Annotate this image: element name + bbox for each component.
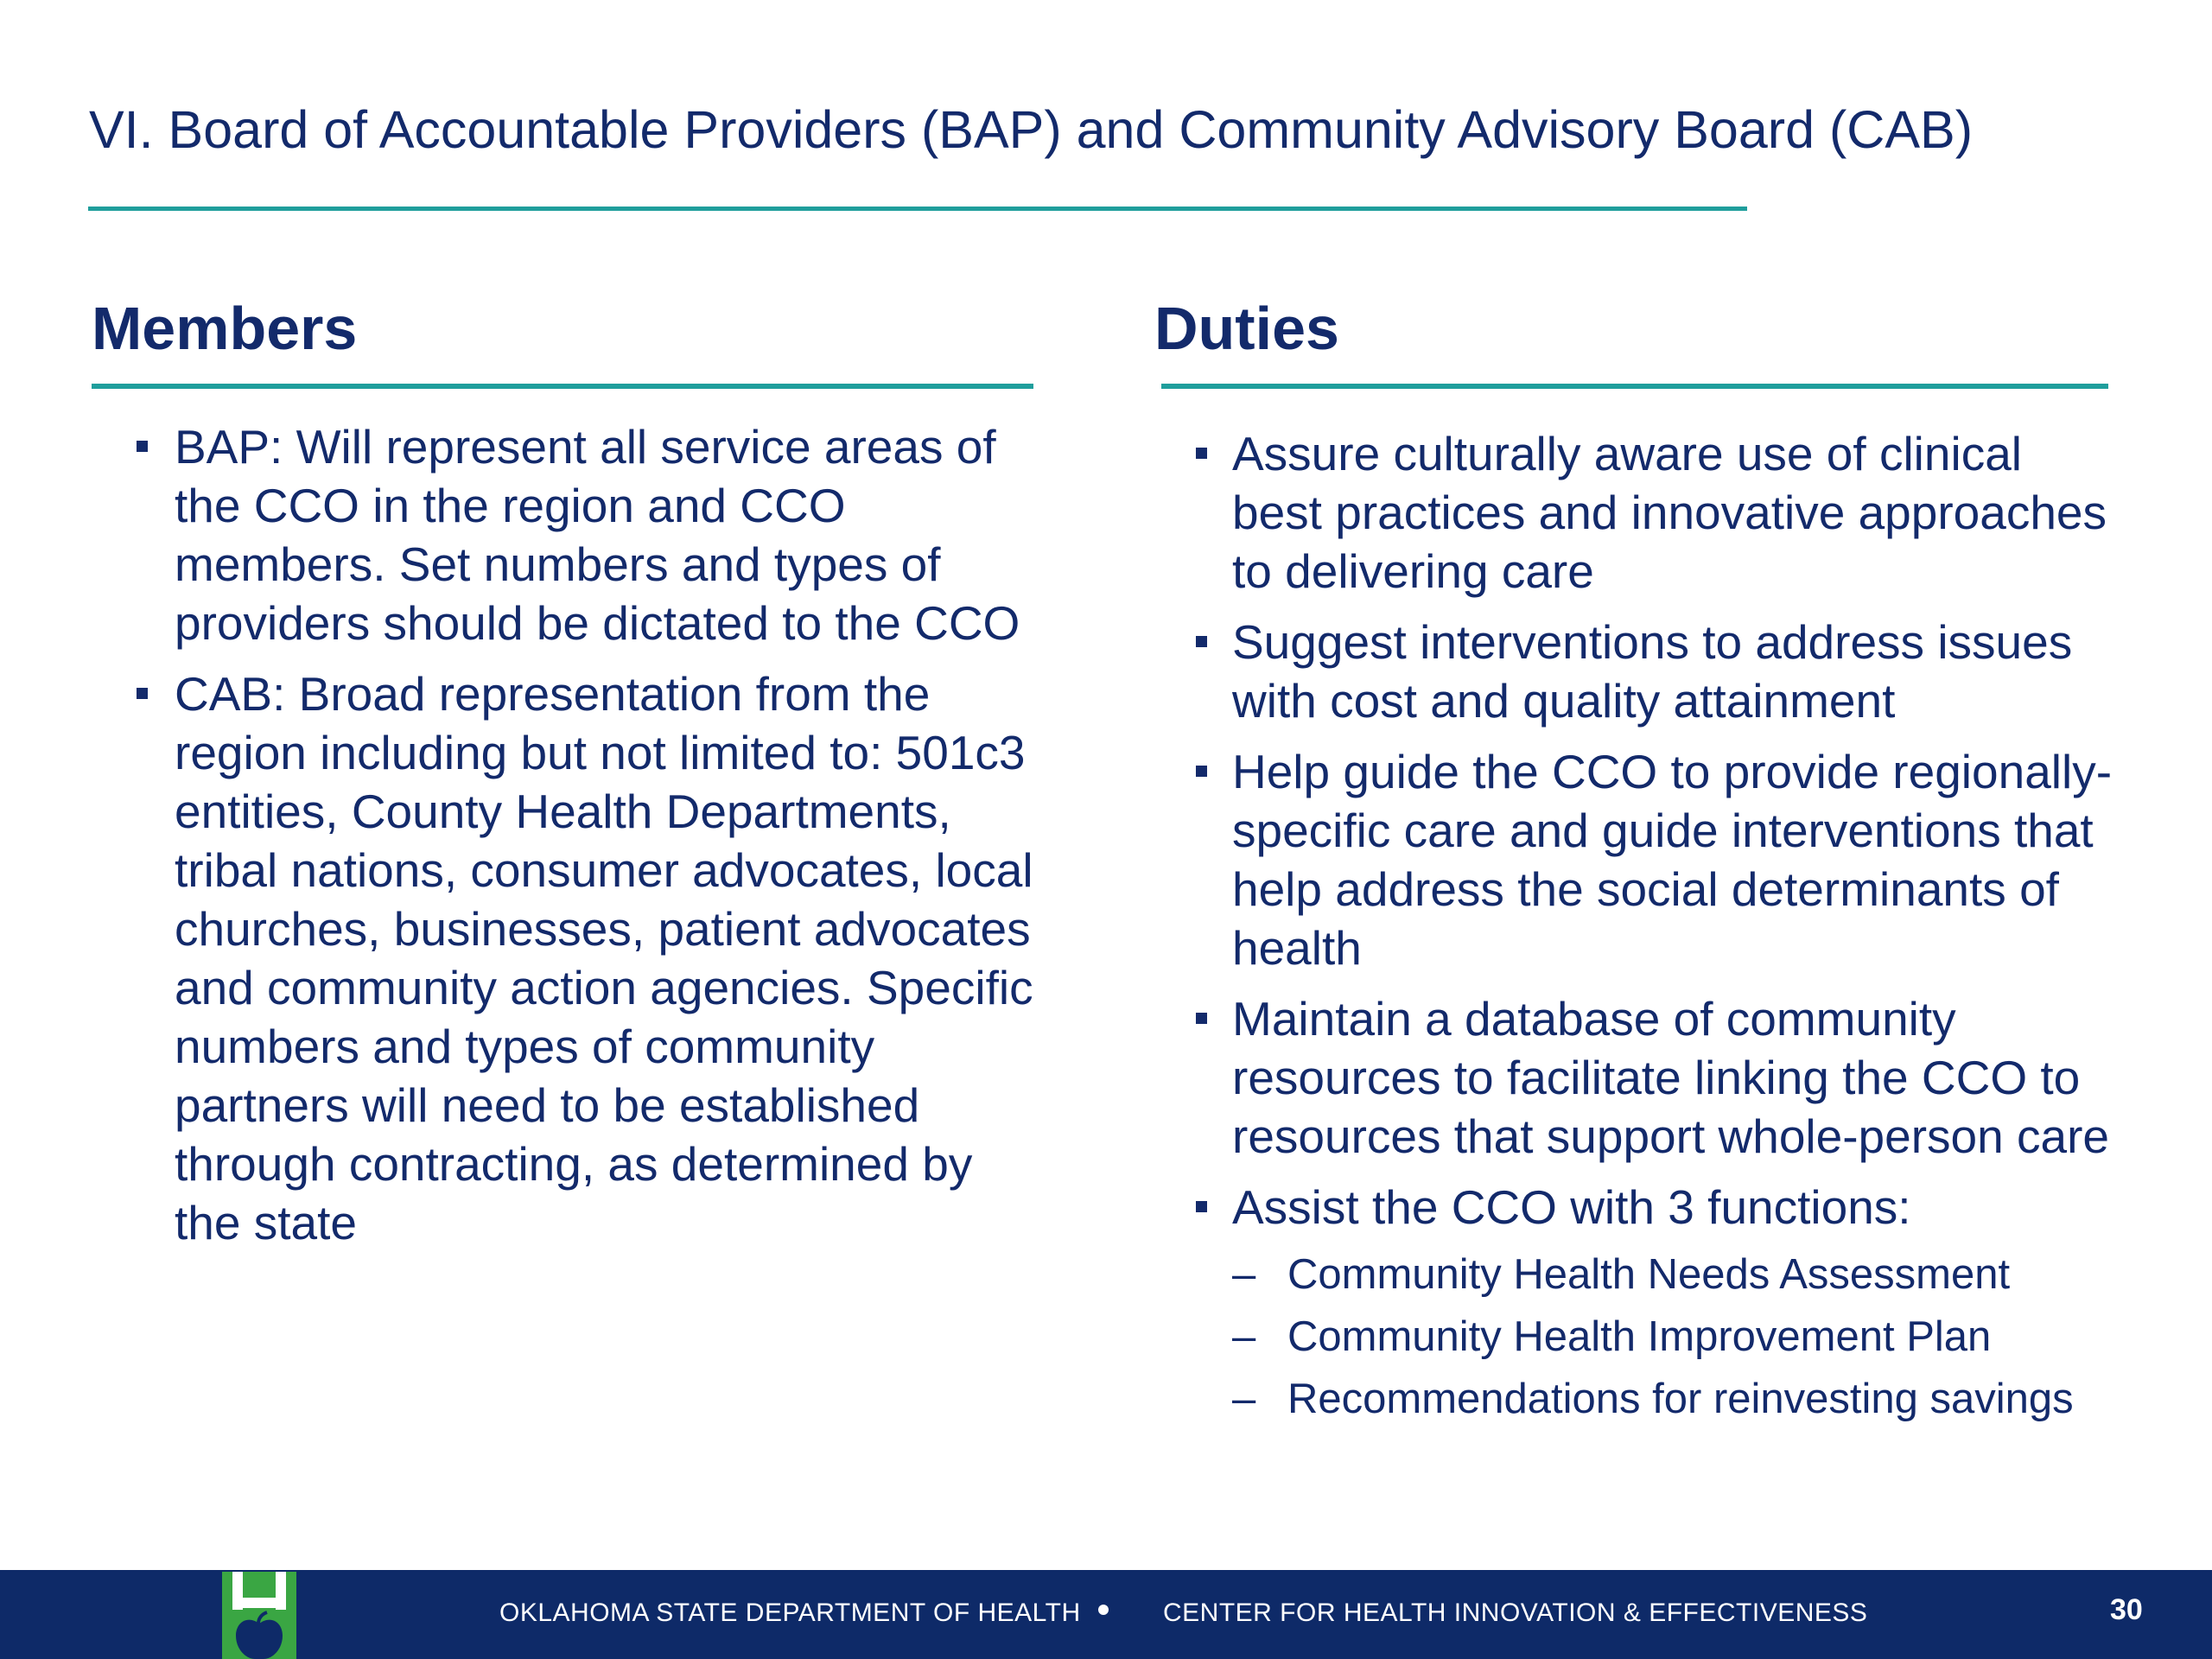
members-divider (92, 384, 1033, 389)
list-item (1154, 613, 2113, 730)
list-item (92, 664, 1051, 1252)
sub-list-item (1232, 1306, 2113, 1368)
square-bullet-icon (137, 688, 148, 699)
footer-separator-dot (1098, 1605, 1109, 1615)
footer-center-name: CENTER FOR HEALTH INNOVATION & EFFECTIVENESS (1163, 1599, 1868, 1627)
list-item (1154, 742, 2113, 977)
duties-heading: Duties (1154, 295, 1339, 362)
duties-list (1154, 424, 2113, 1442)
sub-list-item (1232, 1368, 2113, 1430)
square-bullet-icon (1196, 1013, 1207, 1024)
sub-list-item-text: Recommendations for reinvesting savings (1287, 1376, 2074, 1422)
square-bullet-icon (137, 441, 148, 452)
list-item (1154, 1178, 2113, 1430)
sub-list-item (1232, 1243, 2113, 1306)
list-item-text: Assure culturally aware use of clinical best practices and innovative approaches to delivering care (1232, 427, 2107, 598)
dash-bullet-icon: – (1232, 1313, 1256, 1360)
sub-list-item-text: Community Health Needs Assessment (1287, 1251, 2011, 1298)
list-item-text: Suggest interventions to address issues with cost and quality attainment (1232, 615, 2073, 728)
list-item-text: CAB: Broad representation from the region including but not limited to: 501c3 entities, County Health Departments, tribal nations, consumer advocates, local churches, businesses, patient advocates and community action agencies. Specific numbers and types of community partners will need to be established through contracting, as determined by the state (175, 667, 1033, 1249)
duties-divider (1161, 384, 2108, 389)
list-item (92, 417, 1051, 652)
dash-bullet-icon: – (1232, 1376, 1256, 1422)
page-number: 30 (2110, 1593, 2143, 1626)
list-item-text: Maintain a database of community resources to facilitate linking the CCO to resources that support whole-person care (1232, 992, 2109, 1163)
slide-title: VI. Board of Accountable Providers (BAP) and Community Advisory Board (CAB) (89, 100, 1974, 159)
footer-organization: OKLAHOMA STATE DEPARTMENT OF HEALTH (499, 1599, 1081, 1627)
list-item-text: Assist the CCO with 3 functions: (1232, 1180, 1911, 1234)
dash-bullet-icon: – (1232, 1251, 1256, 1298)
functions-sublist (1232, 1243, 2113, 1430)
square-bullet-icon (1196, 636, 1207, 647)
list-item-text: BAP: Will represent all service areas of the CCO in the region and CCO members. Set numbers and types of providers should be dictated to the CCO (175, 420, 1020, 650)
square-bullet-icon (1196, 766, 1207, 777)
members-column (92, 289, 1033, 1249)
members-list (92, 417, 1051, 1264)
duties-column (1154, 289, 2113, 1422)
ok-health-apple-logo-icon (222, 1572, 296, 1659)
list-item-text: Help guide the CCO to provide regionally-specific care and guide interventions that help address the social determinants of health (1232, 745, 2113, 975)
sub-list-item-text: Community Health Improvement Plan (1287, 1313, 1992, 1360)
list-item (1154, 424, 2113, 601)
title-divider (88, 207, 1747, 211)
square-bullet-icon (1196, 448, 1207, 459)
square-bullet-icon (1196, 1201, 1207, 1212)
members-heading: Members (92, 295, 358, 362)
footer-bar (0, 1570, 2212, 1659)
list-item (1154, 989, 2113, 1166)
